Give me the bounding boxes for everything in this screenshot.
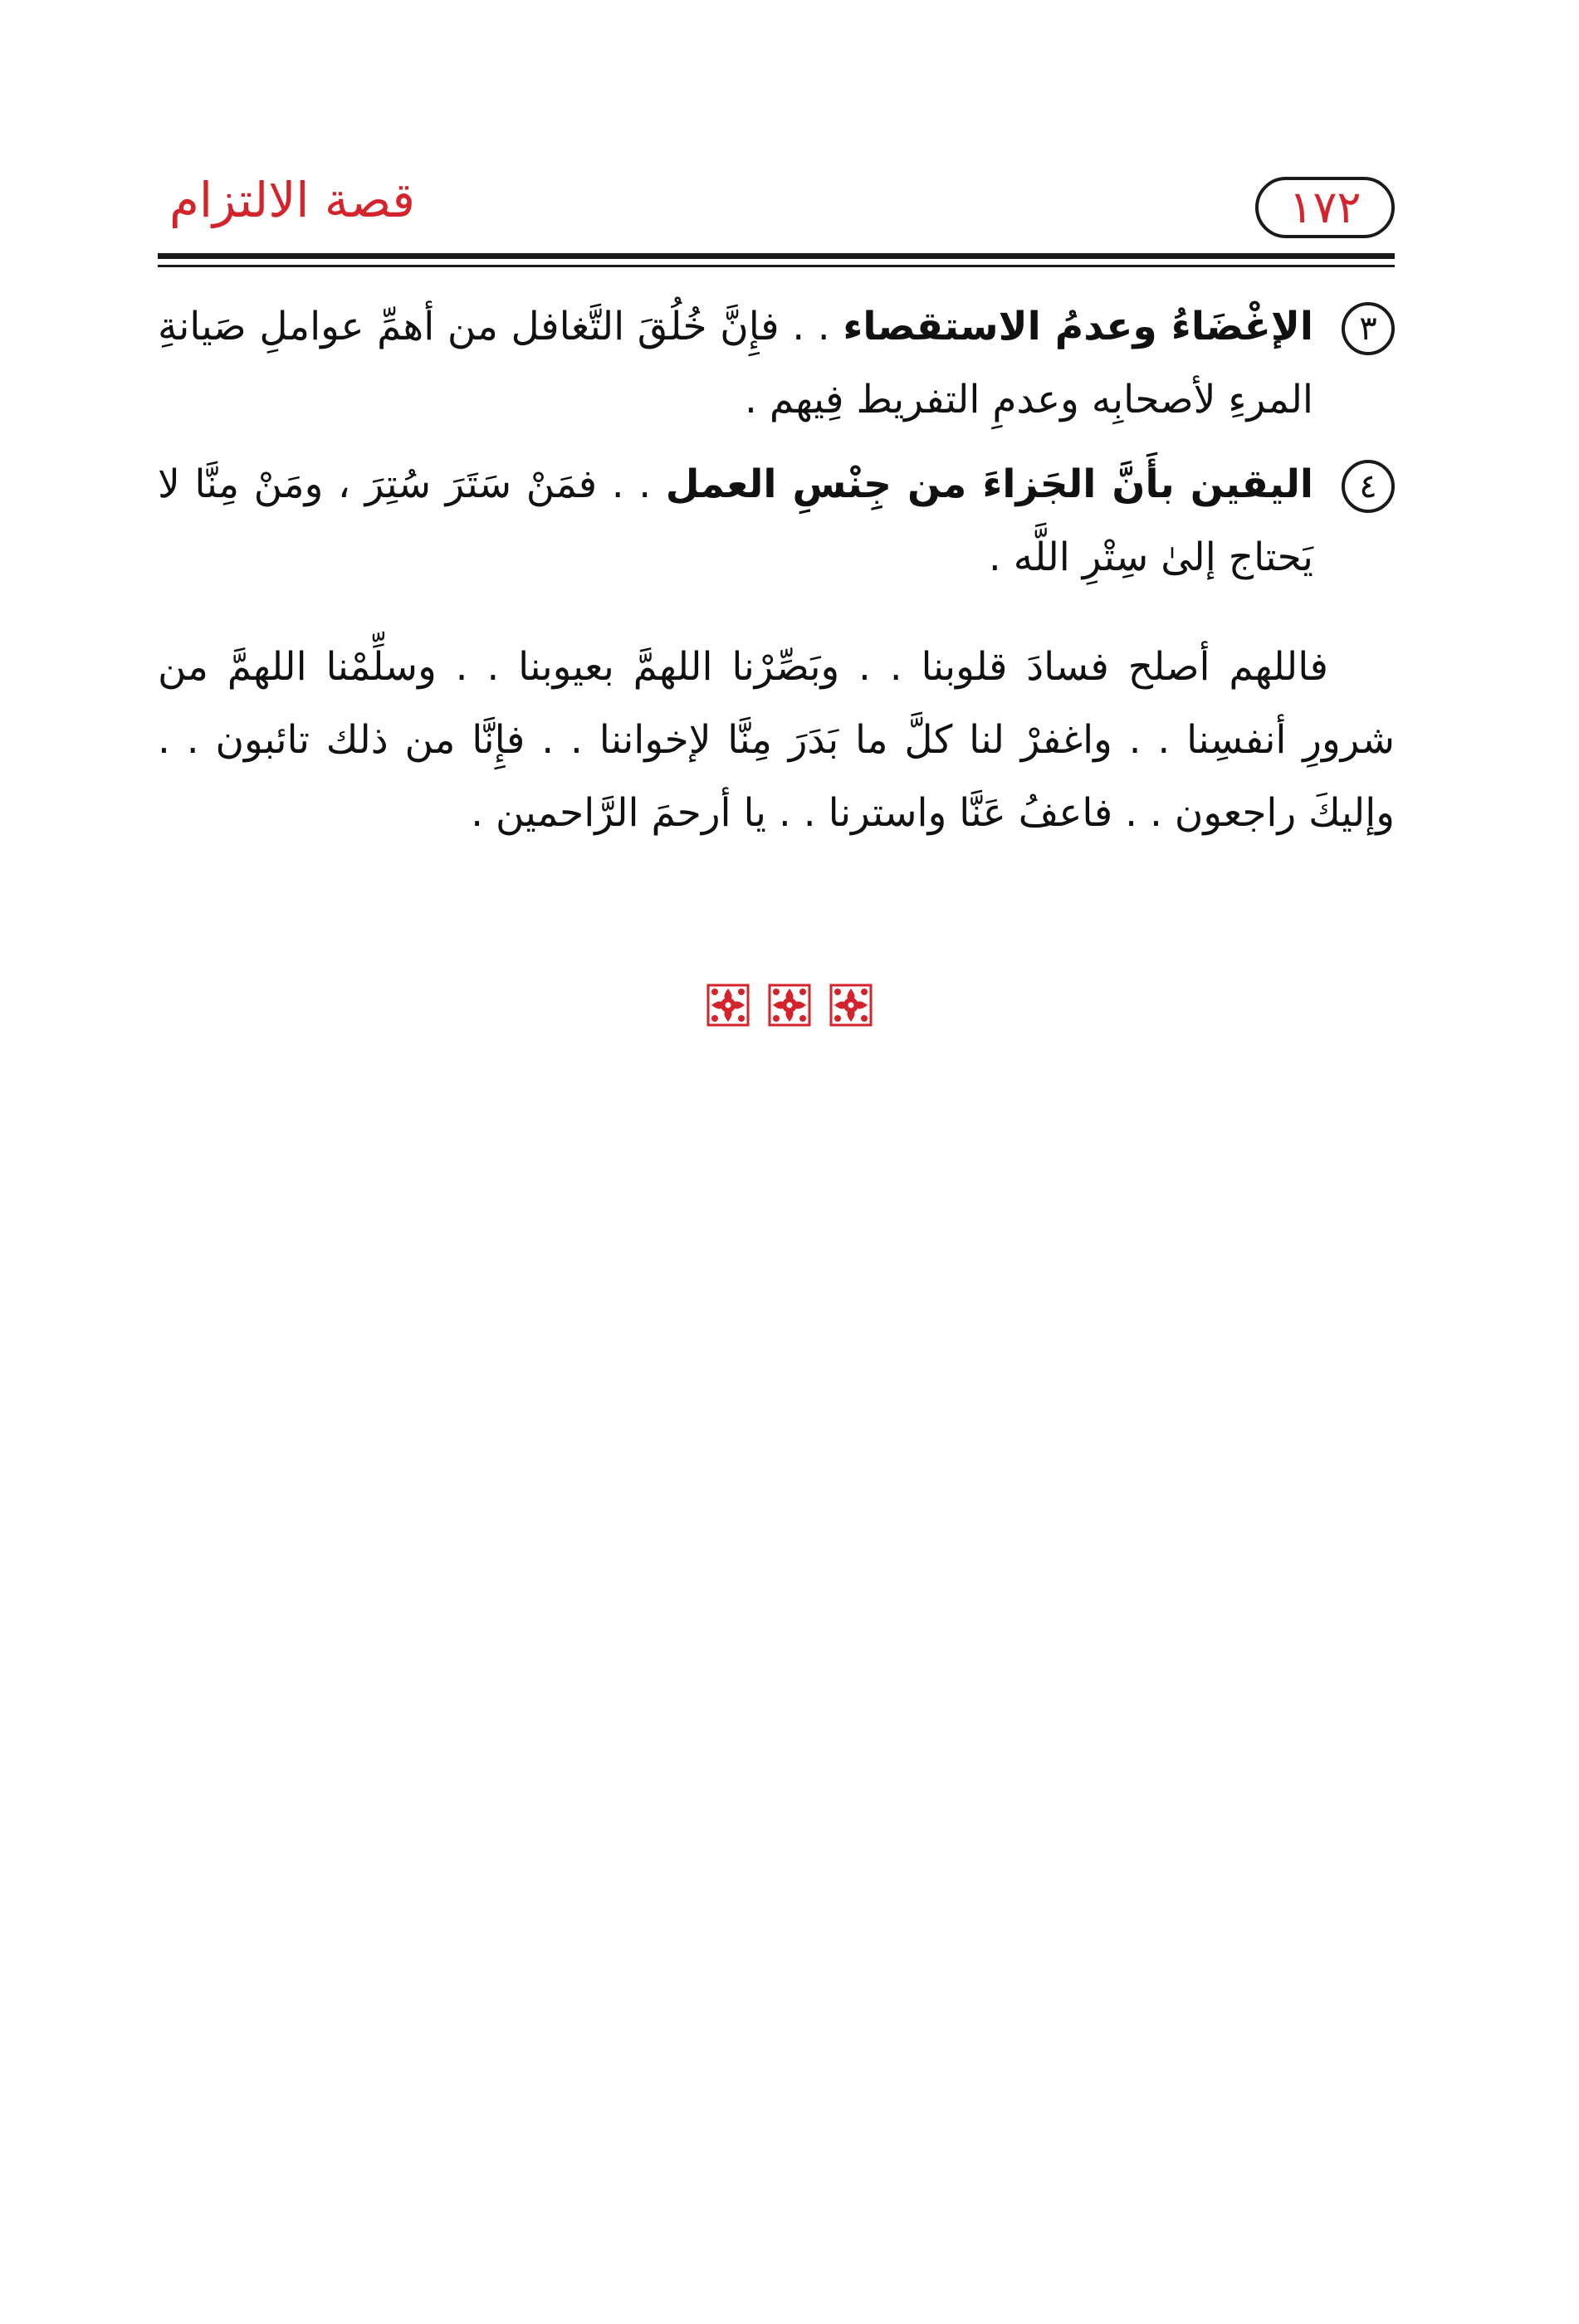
item-body (158, 290, 1313, 437)
item-number-circle (1342, 302, 1395, 355)
item-number-circle (1342, 460, 1395, 513)
list-item-3 (158, 290, 1395, 437)
closing-prayer-paragraph: فاللهم أصلح فسادَ قلوبنا . . وبَصِّرْنا اللهمَّ بعيوبنا . . وسلِّمْنا اللهمَّ من شرورِ أنفسِنا . . واغفرْ لنا كلَّ ما بَدَرَ مِنَّا لإخواننا . . فإِنَّا من ذلك تائبون . . وإليكَ راجعون . . فاعفُ عَنَّا واسترنا . . يا أرحمَ الرَّاحمين . (158, 644, 1395, 836)
item-number: ٣ (1359, 310, 1377, 348)
page-number-badge (1255, 177, 1395, 238)
item-text: . . فمَنْ سَتَرَ سُتِرَ ، ومَنْ مِنَّا لا يَحتاج إلىٰ سِتْرِ اللَّه . (158, 461, 1313, 580)
header-rule-thick (158, 253, 1395, 259)
floral-ornament-icon (768, 984, 811, 1027)
page-number: ١٧٢ (1288, 181, 1361, 233)
page-content (158, 290, 1395, 889)
item-body (158, 448, 1313, 594)
book-title: قصة الالتزام (169, 172, 415, 228)
list-item-4 (158, 448, 1395, 594)
floral-ornament-icon (706, 984, 750, 1027)
floral-ornament-icon (829, 984, 873, 1027)
item-lead-bold: الإغْضَاءُ وعدمُ الاستقصاء (843, 304, 1313, 349)
item-text: . . فإِنَّ خُلُقَ التَّغافل من أهمِّ عواملِ صَيانةِ المرءِ لأصحابِه وعدمِ التفريط فِيهم . (158, 304, 1313, 422)
item-lead-bold: اليقين بأَنَّ الجَزاءَ من جِنْسِ العمل (665, 461, 1313, 507)
section-end-ornaments (0, 984, 1579, 1027)
item-number: ٤ (1359, 467, 1377, 505)
page-header (158, 162, 1395, 253)
header-rule-thin (158, 265, 1395, 267)
